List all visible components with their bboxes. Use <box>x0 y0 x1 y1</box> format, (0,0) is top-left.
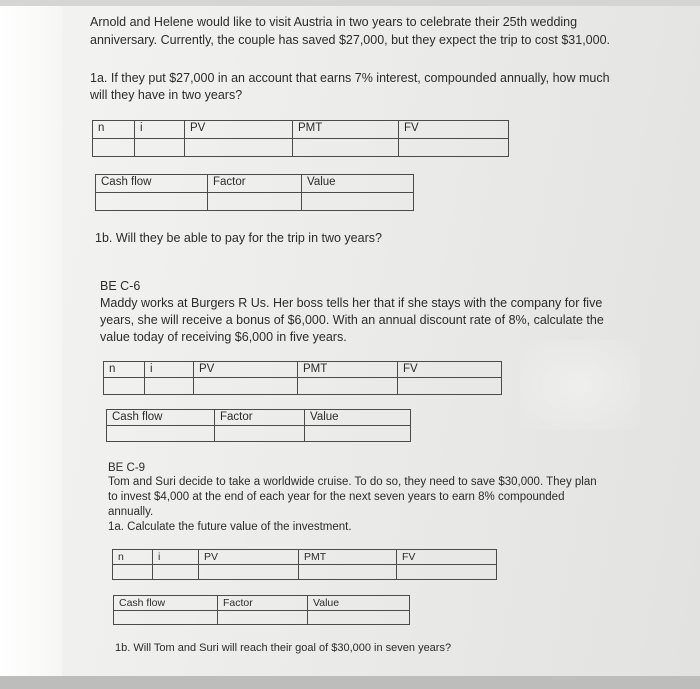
header-value: Value <box>305 410 411 426</box>
header-n: n <box>113 550 153 565</box>
section-b-line-3: value today of receiving $6,000 in five years. <box>100 330 347 344</box>
question-1a-line-1: 1a. If they put $27,000 in an account that earns 7% interest, compounded annually, how much <box>90 71 610 85</box>
header-factor: Factor <box>208 175 302 193</box>
input-pmt[interactable] <box>293 139 399 157</box>
header-pmt: PMT <box>293 121 399 139</box>
page-margin <box>0 0 62 689</box>
question-1b: 1b. Will they be able to pay for the trip in two years? <box>95 231 382 245</box>
section-c-line-1: Tom and Suri decide to take a worldwide cruise. To do so, they need to save $30,000. They plan <box>108 476 597 488</box>
section-c-line-2: to invest $4,000 at the end of each year for the next seven years to earn 8% compounded <box>108 491 565 503</box>
header-pmt: PMT <box>299 550 397 565</box>
tvm-table-c <box>112 549 497 580</box>
input-pmt[interactable] <box>299 565 397 580</box>
question-1a-line-2: will they have in two years? <box>90 88 243 102</box>
cropped-bottom-edge <box>0 676 700 689</box>
input-n[interactable] <box>113 565 153 580</box>
input-i[interactable] <box>153 565 199 580</box>
header-fv: FV <box>398 362 502 378</box>
cropped-top-edge <box>0 0 700 6</box>
tvm-table-b <box>103 361 502 395</box>
section-c-question-1b: 1b. Will Tom and Suri will reach their goal of $30,000 in seven years? <box>115 642 452 654</box>
header-n: n <box>104 362 145 378</box>
input-value[interactable] <box>308 611 410 625</box>
section-c-title: BE C-9 <box>108 462 146 474</box>
header-fv: FV <box>397 550 497 565</box>
section-c-line-3: annually. <box>108 506 154 518</box>
header-i: i <box>145 362 194 378</box>
header-value: Value <box>302 175 414 193</box>
input-cash-flow[interactable] <box>114 611 218 625</box>
header-factor: Factor <box>215 410 305 426</box>
section-b-line-2: years, she will receive a bonus of $6,000. With an annual discount rate of 8%, calculate the <box>100 313 604 327</box>
input-value[interactable] <box>305 426 411 442</box>
input-factor[interactable] <box>215 426 305 442</box>
header-pv: PV <box>194 362 298 378</box>
input-n[interactable] <box>104 378 145 395</box>
cashflow-table-c <box>113 595 410 625</box>
header-i: i <box>135 121 185 139</box>
input-i[interactable] <box>135 139 185 157</box>
input-fv[interactable] <box>398 378 502 395</box>
input-cash-flow[interactable] <box>107 426 215 442</box>
input-fv[interactable] <box>399 139 509 157</box>
header-cash-flow: Cash flow <box>107 410 215 426</box>
section-b-line-1: Maddy works at Burgers R Us. Her boss tells her that if she stays with the company for five <box>100 296 603 310</box>
input-pv[interactable] <box>185 139 293 157</box>
input-cash-flow[interactable] <box>96 193 208 211</box>
header-cash-flow: Cash flow <box>114 596 218 611</box>
section-c-question-1a: 1a. Calculate the future value of the investment. <box>108 521 352 533</box>
header-pv: PV <box>199 550 299 565</box>
header-fv: FV <box>399 121 509 139</box>
cashflow-table-b <box>106 409 411 442</box>
header-i: i <box>153 550 199 565</box>
input-factor[interactable] <box>218 611 308 625</box>
input-pmt[interactable] <box>298 378 398 395</box>
header-n: n <box>93 121 135 139</box>
intro-line-1: Arnold and Helene would like to visit Austria in two years to celebrate their 25th wedding <box>90 15 578 29</box>
header-pv: PV <box>185 121 293 139</box>
input-factor[interactable] <box>208 193 302 211</box>
header-value: Value <box>308 596 410 611</box>
section-b-title: BE C-6 <box>100 279 141 293</box>
input-pv[interactable] <box>194 378 298 395</box>
header-factor: Factor <box>218 596 308 611</box>
input-n[interactable] <box>93 139 135 157</box>
input-value[interactable] <box>302 193 414 211</box>
header-cash-flow: Cash flow <box>96 175 208 193</box>
input-i[interactable] <box>145 378 194 395</box>
header-pmt: PMT <box>298 362 398 378</box>
tvm-table-a <box>92 120 509 157</box>
input-fv[interactable] <box>397 565 497 580</box>
input-pv[interactable] <box>199 565 299 580</box>
screen-glare <box>520 340 640 430</box>
intro-line-2: anniversary. Currently, the couple has saved $27,000, but they expect the trip to cost $31,000. <box>90 33 610 47</box>
cashflow-table-a <box>95 174 414 211</box>
